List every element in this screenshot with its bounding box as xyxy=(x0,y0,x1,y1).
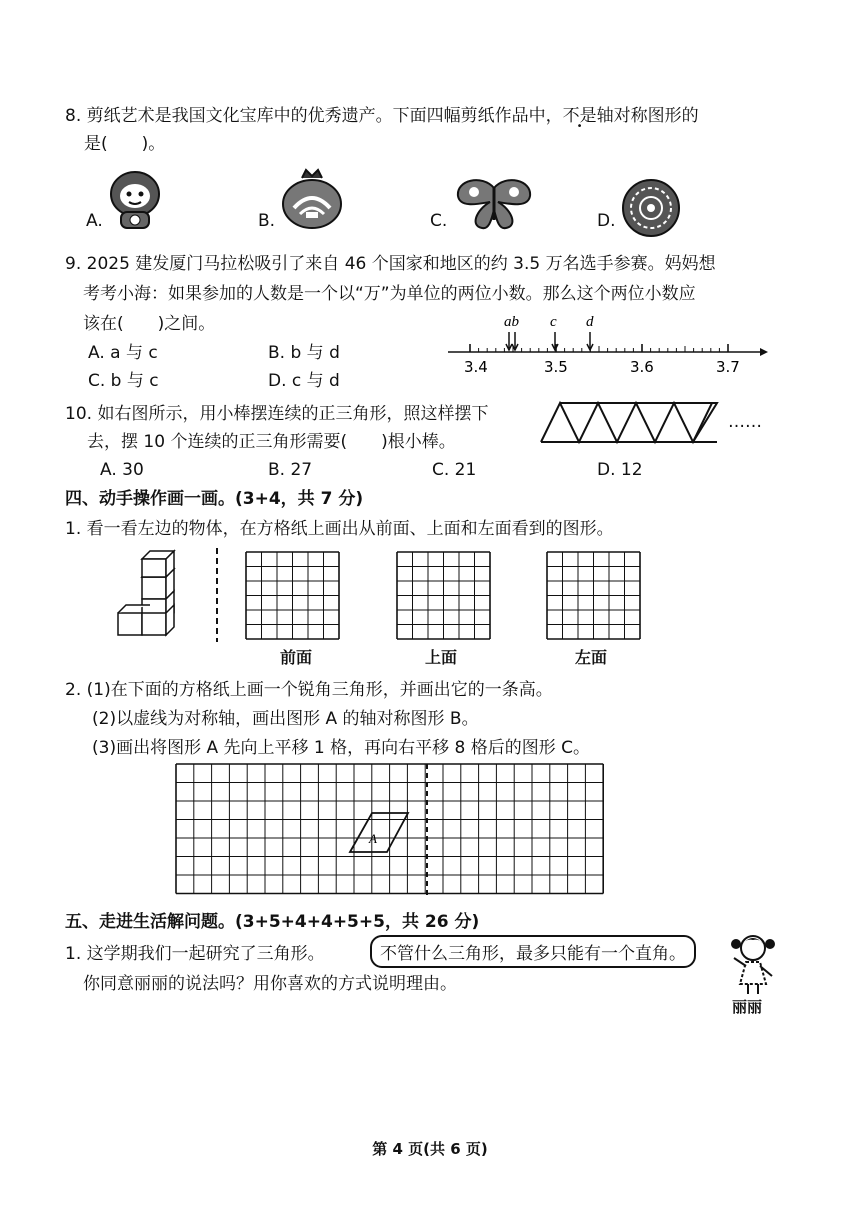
q10-line2: 去，摆 10 个连续的正三角形需要( )根小棒。 xyxy=(87,432,456,452)
tick-label-3-5: 3.5 xyxy=(544,358,568,376)
label-top: 上面 xyxy=(425,648,458,667)
q9-line1: 9. 2025 建发厦门马拉松吸引了来自 46 个国家和地区的约 3.5 万名选手参赛。妈妈想 xyxy=(65,254,716,274)
girl-character-icon xyxy=(728,932,778,996)
marker-c: c xyxy=(550,314,557,330)
grid-top xyxy=(397,552,493,642)
label-front: 前面 xyxy=(280,648,313,667)
q9-line3: 该在( )之间。 xyxy=(83,314,216,334)
marker-ab: ab xyxy=(504,314,519,330)
number-line xyxy=(440,310,770,380)
q9-option-c: C. b 与 c xyxy=(88,371,159,391)
triangle-sticks-figure xyxy=(538,400,728,446)
s4-q2-part3: (3)画出将图形 A 先向上平移 1 格，再向右平移 8 格后的图形 C。 xyxy=(92,738,591,758)
label-left: 左面 xyxy=(575,648,608,667)
pomegranate-papercut-icon xyxy=(280,168,344,230)
page-footer: 第 4 页(共 6 页) xyxy=(372,1140,488,1158)
s5-q1-line1: 1. 这学期我们一起研究了三角形。 xyxy=(65,944,325,964)
speech-bubble: 不管什么三角形，最多只能有一个直角。 xyxy=(370,935,696,968)
q10-option-b: B. 27 xyxy=(268,460,313,480)
grid-front xyxy=(246,552,342,642)
divider-dashed-line xyxy=(212,548,222,642)
large-grid-paper xyxy=(176,764,604,896)
q9-option-d: D. c 与 d xyxy=(268,371,340,391)
q8-option-b: B. xyxy=(258,211,276,231)
shape-a-label: A xyxy=(369,831,377,846)
q9-option-b: B. b 与 d xyxy=(268,343,340,363)
flower-papercut-icon xyxy=(620,178,682,238)
q8-option-c: C. xyxy=(430,211,448,231)
q8-option-a: A. xyxy=(86,211,103,231)
q10-option-a: A. 30 xyxy=(100,460,144,480)
q9-option-a: A. a 与 c xyxy=(88,343,158,363)
section4-title: 四、动手操作画一画。(3+4，共 7 分) xyxy=(65,489,364,509)
q10-option-d: D. 12 xyxy=(597,460,643,480)
grid-left xyxy=(547,552,643,642)
q10-ellipsis: …… xyxy=(728,412,762,432)
s4-q2-part2: (2)以虚线为对称轴，画出图形 A 的轴对称图形 B。 xyxy=(92,709,479,729)
q8-option-d: D. xyxy=(597,211,616,231)
doll-papercut-icon xyxy=(105,166,165,232)
character-name: 丽丽 xyxy=(732,998,763,1016)
q10-option-c: C. 21 xyxy=(432,460,477,480)
shape-a xyxy=(350,813,408,852)
s4-q2-part1: 2. (1)在下面的方格纸上画一个锐角三角形，并画出它的一条高。 xyxy=(65,680,553,700)
section5-title: 五、走进生活解问题。(3+5+4+4+5+5，共 26 分) xyxy=(65,912,480,932)
butterfly-papercut-icon xyxy=(452,176,536,232)
tick-label-3-6: 3.6 xyxy=(630,358,654,376)
q8-emphasis: 不是 xyxy=(562,106,597,126)
q9-line2: 考考小海：如果参加的人数是一个以“万”为单位的两位小数。那么这个两位小数应 xyxy=(83,284,696,304)
cube-object-figure xyxy=(108,555,180,637)
tick-label-3-4: 3.4 xyxy=(464,358,488,376)
s5-q1-line2: 你同意丽丽的说法吗？用你喜欢的方式说明理由。 xyxy=(83,974,457,994)
s4-q1: 1. 看一看左边的物体，在方格纸上画出从前面、上面和左面看到的图形。 xyxy=(65,519,614,539)
tick-label-3-7: 3.7 xyxy=(716,358,740,376)
q8-line2: 是( )。 xyxy=(84,134,166,154)
q8-line1: 8. 剪纸艺术是我国文化宝库中的优秀遗产。下面四幅剪纸作品中，不是轴对称图形的 xyxy=(65,106,699,126)
marker-d: d xyxy=(586,314,594,330)
q10-line1: 10. 如右图所示，用小棒摆连续的正三角形，照这样摆下 xyxy=(65,404,489,424)
